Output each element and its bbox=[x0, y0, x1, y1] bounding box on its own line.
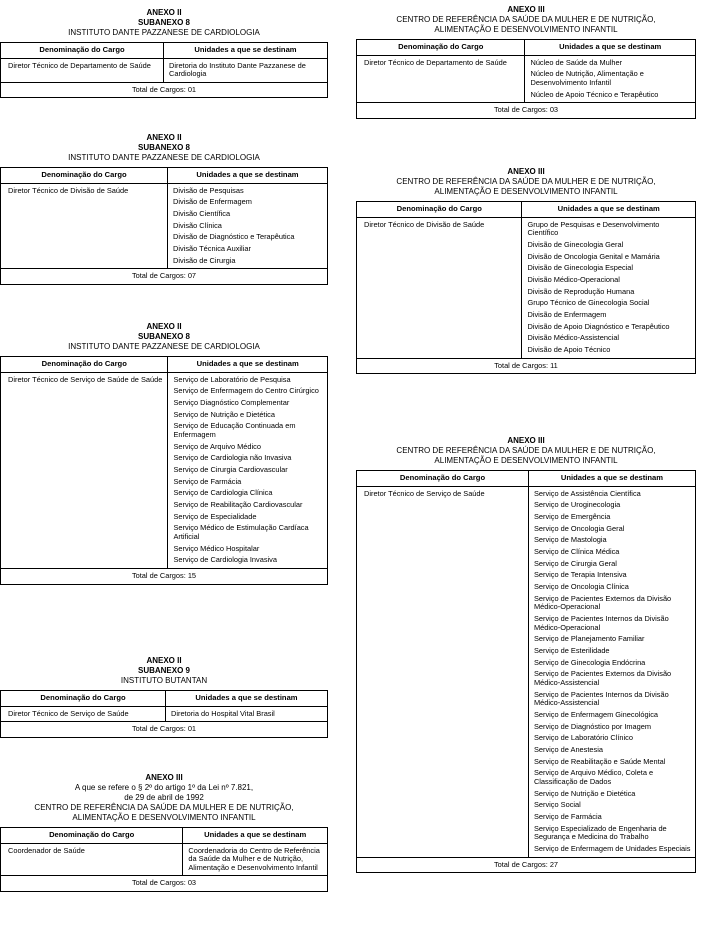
total-row bbox=[357, 857, 696, 873]
unit-item: Serviço de Emergência bbox=[533, 511, 611, 521]
total-row bbox=[1, 722, 328, 738]
unit-item: Diretoria do Instituto Dante Pazzanese de Cardiologia bbox=[169, 60, 306, 79]
annex-block bbox=[0, 773, 328, 892]
column-header-units: Unidades a que se destinam bbox=[166, 691, 328, 707]
total-row bbox=[1, 569, 328, 585]
annex-block bbox=[356, 167, 696, 374]
unit-item: Serviço de Pacientes Externos da Divisão Médico-Operacional bbox=[533, 593, 672, 612]
unit-item: Serviço de Cardiologia Clínica bbox=[173, 488, 273, 498]
unit-item: Serviço de Enfermagem Ginecológica bbox=[533, 709, 659, 719]
annex-title: ANEXO II bbox=[146, 133, 182, 142]
cargo-cell: Diretor Técnico de Divisão de Saúde bbox=[8, 185, 129, 195]
unit-item: Serviço Médico Hospitalar bbox=[173, 543, 260, 553]
annex-title: ANEXO II bbox=[146, 322, 182, 331]
unit-item: Serviço de Cardiologia não Invasiva bbox=[173, 453, 292, 463]
positions-table bbox=[0, 42, 328, 98]
table-header-row bbox=[357, 40, 696, 56]
annex-title: ANEXO III bbox=[507, 5, 545, 14]
unit-item: Serviço Especializado de Engenharia de Segurança e Medicina do Trabalho bbox=[533, 823, 667, 842]
cargo-cell: Diretor Técnico de Divisão de Saúde bbox=[364, 219, 485, 229]
positions-table bbox=[356, 201, 696, 374]
positions-table bbox=[0, 167, 328, 285]
unit-item: Serviço de Diagnóstico por Imagem bbox=[533, 721, 652, 731]
positions-table bbox=[0, 827, 328, 892]
annex-heading bbox=[0, 656, 328, 686]
annex-heading-line: CENTRO DE REFERÊNCIA DA SAÚDE DA MULHER E DE NUTRIÇÃO, bbox=[396, 177, 656, 186]
annex-block bbox=[0, 322, 328, 585]
unit-item: Serviço de Educação Continuada em Enfermagem bbox=[173, 421, 296, 439]
unit-item: Divisão de Apoio Diagnóstico e Terapêutico bbox=[527, 321, 670, 331]
table-row bbox=[1, 58, 328, 82]
table-row bbox=[1, 706, 328, 722]
annex-heading bbox=[0, 8, 328, 38]
annex-heading-line: CENTRO DE REFERÊNCIA DA SAÚDE DA MULHER E DE NUTRIÇÃO, bbox=[34, 803, 294, 812]
column-header-cargo: Denominação do Cargo bbox=[1, 43, 164, 59]
column-header-units: Unidades a que se destinam bbox=[168, 168, 328, 184]
annex-heading bbox=[0, 322, 328, 352]
table-header-row bbox=[1, 357, 328, 373]
unit-item: Divisão Clínica bbox=[173, 220, 222, 230]
units-cell bbox=[522, 217, 696, 358]
column-header-cargo: Denominação do Cargo bbox=[1, 168, 168, 184]
unit-item: Serviço de Nutrição e Dietética bbox=[173, 409, 275, 419]
unit-item: Divisão de Ginecologia Geral bbox=[527, 239, 624, 249]
positions-table bbox=[0, 690, 328, 738]
unit-item: Divisão de Diagnóstico e Terapêutica bbox=[173, 232, 295, 242]
units-cell bbox=[528, 486, 695, 857]
total-cargos: Total de Cargos: 27 bbox=[357, 857, 696, 873]
table-header-row bbox=[1, 168, 328, 184]
table-header-row bbox=[1, 43, 328, 59]
unit-item: Serviço de Clínica Médica bbox=[533, 547, 620, 557]
annex-heading bbox=[356, 5, 696, 35]
total-cargos: Total de Cargos: 01 bbox=[1, 82, 328, 98]
table-row bbox=[1, 183, 328, 269]
unit-item: Serviço Médico de Estimulação Cardíaca Artificial bbox=[173, 523, 309, 542]
annex-heading-line: INSTITUTO DANTE PAZZANESE DE CARDIOLOGIA bbox=[68, 153, 260, 162]
column-header-units: Unidades a que se destinam bbox=[522, 202, 696, 218]
column-header-cargo: Denominação do Cargo bbox=[1, 691, 166, 707]
unit-item: Serviço de Laboratório Clínico bbox=[533, 733, 633, 743]
unit-item: Divisão Médico-Operacional bbox=[527, 274, 620, 284]
annex-heading bbox=[356, 436, 696, 466]
column-header-cargo: Denominação do Cargo bbox=[357, 202, 522, 218]
positions-table bbox=[356, 39, 696, 119]
total-row bbox=[1, 269, 328, 285]
units-cell bbox=[168, 183, 328, 269]
annex-title: ANEXO III bbox=[507, 436, 545, 445]
unit-item: Serviço de Ginecologia Endócrina bbox=[533, 657, 646, 667]
total-cargos: Total de Cargos: 01 bbox=[1, 722, 328, 738]
annex-heading-line: SUBANEXO 8 bbox=[137, 143, 190, 152]
column-header-units: Unidades a que se destinam bbox=[164, 43, 328, 59]
unit-item: Serviço de Enfermagem de Unidades Especiais bbox=[533, 844, 691, 854]
annex-block bbox=[356, 436, 696, 873]
unit-item: Serviço de Anestesia bbox=[533, 745, 603, 755]
unit-item: Divisão de Reprodução Humana bbox=[527, 286, 635, 296]
column-header-cargo: Denominação do Cargo bbox=[1, 357, 168, 373]
unit-item: Divisão de Apoio Técnico bbox=[527, 345, 611, 355]
units-cell bbox=[168, 372, 328, 568]
total-row bbox=[1, 876, 328, 892]
annex-heading-line: ALIMENTAÇÃO E DESENVOLVIMENTO INFANTIL bbox=[434, 187, 618, 196]
unit-item: Divisão Científica bbox=[173, 208, 231, 218]
annex-heading-line: CENTRO DE REFERÊNCIA DA SAÚDE DA MULHER E DE NUTRIÇÃO, bbox=[396, 446, 656, 455]
column-header-units: Unidades a que se destinam bbox=[528, 471, 695, 487]
annex-heading bbox=[0, 773, 328, 823]
unit-item: Divisão de Oncologia Genital e Mamária bbox=[527, 251, 660, 261]
annex-heading-line: CENTRO DE REFERÊNCIA DA SAÚDE DA MULHER E DE NUTRIÇÃO, bbox=[396, 15, 656, 24]
total-row bbox=[357, 103, 696, 119]
table-row bbox=[357, 217, 696, 358]
unit-item: Serviço de Farmácia bbox=[173, 476, 242, 486]
column-header-units: Unidades a que se destinam bbox=[183, 828, 328, 844]
total-cargos: Total de Cargos: 03 bbox=[357, 103, 696, 119]
cargo-cell: Diretor Técnico de Serviço de Saúde bbox=[8, 708, 129, 718]
total-cargos: Total de Cargos: 11 bbox=[357, 358, 696, 374]
annex-heading-line: de 29 de abril de 1992 bbox=[124, 793, 204, 802]
total-cargos: Total de Cargos: 03 bbox=[1, 876, 328, 892]
total-row bbox=[357, 358, 696, 374]
annex-title: ANEXO II bbox=[146, 8, 182, 17]
unit-item: Serviço de Enfermagem do Centro Cirúrgico bbox=[173, 386, 319, 396]
unit-item: Núcleo de Apoio Técnico e Terapêutico bbox=[530, 89, 659, 99]
unit-item: Divisão de Enfermagem bbox=[527, 310, 607, 319]
table-header-row bbox=[1, 691, 328, 707]
column-header-cargo: Denominação do Cargo bbox=[357, 471, 529, 487]
unit-item: Serviço de Cirurgia Cardiovascular bbox=[173, 465, 288, 474]
total-cargos: Total de Cargos: 07 bbox=[1, 269, 328, 285]
unit-item: Serviço de Cirurgia Geral bbox=[533, 558, 617, 568]
unit-item: Serviço de Pacientes Internos da Divisão Médico-Operacional bbox=[533, 614, 669, 632]
unit-item: Serviço de Assistência Científica bbox=[533, 488, 641, 498]
total-cargos: Total de Cargos: 15 bbox=[1, 569, 328, 585]
cargo-cell: Diretor Técnico de Departamento de Saúde bbox=[364, 57, 507, 67]
annex-heading-line: ALIMENTAÇÃO E DESENVOLVIMENTO INFANTIL bbox=[434, 456, 618, 465]
annex-block bbox=[0, 8, 328, 98]
unit-item: Serviço de Laboratório de Pesquisa bbox=[173, 374, 291, 384]
table-header-row bbox=[357, 202, 696, 218]
unit-item: Serviço de Pacientes Internos da Divisão Médico-Assistencial bbox=[533, 689, 669, 708]
unit-item: Divisão de Enfermagem bbox=[173, 197, 252, 207]
positions-table bbox=[0, 356, 328, 585]
units-cell bbox=[525, 55, 696, 103]
table-header-row bbox=[1, 828, 328, 844]
unit-item: Serviço de Especialidade bbox=[173, 511, 257, 521]
unit-item: Diretoria do Hospital Vital Brasil bbox=[171, 708, 275, 718]
annex-title: ANEXO III bbox=[507, 167, 545, 176]
unit-item: Divisão Técnica Auxiliar bbox=[173, 244, 251, 254]
cargo-cell: Diretor Técnico de Departamento de Saúde bbox=[8, 60, 151, 70]
annex-heading-line: ALIMENTAÇÃO E DESENVOLVIMENTO INFANTIL bbox=[434, 25, 618, 34]
unit-item: Coordenadoria do Centro de Referência da Saúde da Mulher e de Nutrição, Alimentação e Desenvolvimento Infantil bbox=[188, 845, 320, 872]
units-cell bbox=[164, 58, 328, 82]
units-cell bbox=[166, 706, 328, 722]
annex-title: ANEXO III bbox=[145, 773, 183, 782]
annex-heading-line: INSTITUTO BUTANTAN bbox=[120, 676, 208, 685]
annex-heading bbox=[0, 133, 328, 163]
table-row bbox=[357, 55, 696, 103]
annex-heading bbox=[356, 167, 696, 197]
total-row bbox=[1, 82, 328, 98]
unit-item: Divisão Médico-Assistencial bbox=[527, 333, 620, 343]
unit-item: Serviço de Farmácia bbox=[533, 812, 602, 822]
annex-heading-line: ALIMENTAÇÃO E DESENVOLVIMENTO INFANTIL bbox=[72, 813, 256, 822]
column-header-cargo: Denominação do Cargo bbox=[1, 828, 183, 844]
annex-heading-line: INSTITUTO DANTE PAZZANESE DE CARDIOLOGIA bbox=[68, 342, 260, 351]
table-row bbox=[1, 372, 328, 568]
unit-item: Serviço de Oncologia Geral bbox=[533, 523, 625, 533]
annex-heading-line: A que se refere o § 2º do artigo 1º da Lei nº 7.821, bbox=[74, 783, 254, 792]
annex-heading-line: INSTITUTO DANTE PAZZANESE DE CARDIOLOGIA bbox=[68, 28, 260, 37]
column-header-cargo: Denominação do Cargo bbox=[357, 40, 525, 56]
positions-table bbox=[356, 470, 696, 873]
unit-item: Grupo de Pesquisas e Desenvolvimento Científico bbox=[527, 219, 660, 238]
cargo-cell: Coordenador de Saúde bbox=[8, 845, 85, 855]
unit-item: Divisão de Cirurgia bbox=[173, 255, 236, 265]
unit-item: Serviço de Reabilitação e Saúde Mental bbox=[533, 756, 666, 766]
cargo-cell: Diretor Técnico de Serviço de Saúde de Saúde bbox=[8, 374, 163, 384]
unit-item: Serviço de Esterilidade bbox=[533, 646, 610, 656]
unit-item: Serviço Diagnóstico Complementar bbox=[173, 397, 290, 407]
unit-item: Núcleo de Saúde da Mulher bbox=[530, 57, 623, 67]
unit-item: Grupo Técnico de Ginecologia Social bbox=[527, 298, 650, 308]
annex-title: ANEXO II bbox=[146, 656, 182, 665]
annex-heading-line: SUBANEXO 8 bbox=[137, 18, 190, 27]
unit-item: Serviço de Arquivo Médico, Coleta e Classificação de Dados bbox=[533, 768, 654, 786]
table-header-row bbox=[357, 471, 696, 487]
column-header-units: Unidades a que se destinam bbox=[525, 40, 696, 56]
unit-item: Serviço Social bbox=[533, 800, 581, 810]
unit-item: Serviço de Cardiologia Invasiva bbox=[173, 555, 277, 565]
unit-item: Serviço de Uroginecologia bbox=[533, 500, 621, 510]
units-cell bbox=[183, 843, 328, 876]
annex-block bbox=[356, 5, 696, 119]
annex-block bbox=[0, 133, 328, 285]
unit-item: Serviço de Arquivo Médico bbox=[173, 441, 261, 451]
unit-item: Serviço de Oncologia Clínica bbox=[533, 582, 629, 592]
unit-item: Serviço de Nutrição e Dietética bbox=[533, 788, 636, 798]
unit-item: Divisão de Pesquisas bbox=[173, 185, 244, 195]
table-row bbox=[1, 843, 328, 876]
table-row bbox=[357, 486, 696, 857]
unit-item: Serviço de Mastologia bbox=[533, 535, 607, 545]
cargo-cell: Diretor Técnico de Serviço de Saúde bbox=[364, 488, 485, 498]
unit-item: Serviço de Reabilitação Cardiovascular bbox=[173, 500, 303, 510]
unit-item: Serviço de Terapia Intensiva bbox=[533, 570, 627, 580]
unit-item: Núcleo de Nutrição, Alimentação e Desenvolvimento Infantil bbox=[530, 69, 644, 87]
column-header-units: Unidades a que se destinam bbox=[168, 357, 328, 373]
annex-heading-line: SUBANEXO 9 bbox=[137, 666, 190, 675]
annex-heading-line: SUBANEXO 8 bbox=[137, 332, 190, 341]
annex-block bbox=[0, 656, 328, 738]
unit-item: Divisão de Ginecologia Especial bbox=[527, 263, 634, 273]
unit-item: Serviço de Planejamento Familiar bbox=[533, 634, 645, 644]
unit-item: Serviço de Pacientes Externos da Divisão Médico-Assistencial bbox=[533, 669, 672, 687]
